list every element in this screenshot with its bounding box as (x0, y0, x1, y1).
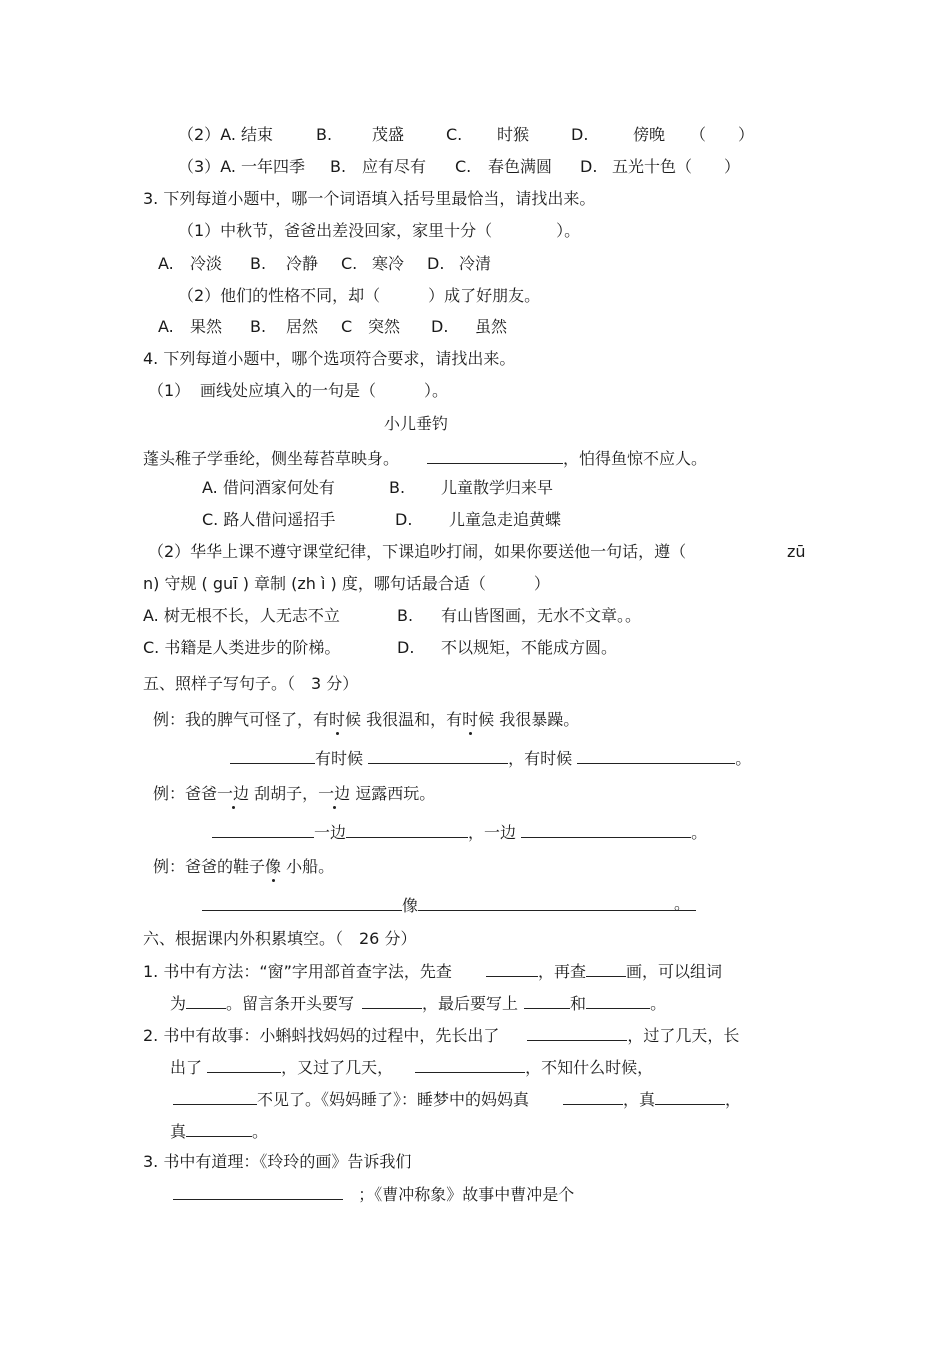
example2-part-c: 逗露西玩。 (355, 784, 436, 803)
q2-2-option-d-text: 傍晚 (633, 125, 666, 144)
s6-q1-line2 (170, 991, 666, 1013)
q4-opt-a: A. 借问酒家何处有 (202, 478, 335, 497)
q2-3-number: （3） (178, 157, 221, 176)
example3-keyword: 像 (265, 857, 282, 876)
s6-q2-text-c: 出了 (170, 1058, 203, 1077)
q3-sub1-d-letter: D. (427, 254, 445, 273)
q3-sub1-b-text: 冷静 (286, 254, 319, 273)
q4-ans-d-letter: D. (397, 638, 415, 657)
s6-q1-line1 (143, 959, 722, 981)
s6-q1-text-c: 画，可以组词 (625, 962, 722, 981)
q4-opt-c: C. 路人借问遥招手 (202, 510, 336, 529)
fill2-blank-2[interactable] (346, 820, 468, 838)
s6-q2-line1 (143, 1023, 739, 1045)
section5-example1 (153, 709, 579, 731)
q4-opt-b-text: 儿童散学归来早 (441, 478, 554, 497)
q4-ans-b-letter: B. (397, 606, 414, 625)
q4-sub1-number: （1） (148, 381, 191, 400)
example3-part-a: 爸爸的鞋子 (185, 857, 266, 876)
poem-title: 小儿垂钓 (384, 414, 449, 433)
poem-blank[interactable] (427, 446, 563, 464)
s6-q3-line1: 3. 书中有道理：《玲玲的画》告诉我们 (143, 1152, 412, 1171)
q4-opt-d-text: 儿童急走追黄蝶 (449, 510, 562, 529)
s6-q2-blank-2[interactable] (207, 1055, 281, 1073)
q2-3-option-b-letter: B. (330, 157, 347, 176)
fill1-blank-3[interactable] (577, 746, 735, 764)
s6-q2-text-f: 不见了。《妈妈睡了》：睡梦中的妈妈真 (257, 1090, 530, 1109)
q3-sub2-c-letter: C (341, 317, 353, 336)
q2-2-option-a: A. 结束 (220, 125, 274, 144)
s6-q1-text-g: 和 (570, 994, 587, 1013)
example1-part-a: 我的脾气可怪了， (185, 710, 314, 729)
s6-q1-text-d: 为 (170, 994, 187, 1013)
q2-2-option-b-letter: B. (316, 125, 333, 144)
s6-q3-text-b: ；《曹冲称象》故事中曹冲是个 (358, 1185, 575, 1204)
s6-q2-blank-1[interactable] (527, 1023, 627, 1041)
s6-q1-blank-end-2[interactable] (586, 991, 650, 1009)
q4-opt-b-letter: B. (389, 478, 406, 497)
q3-sub2-a-text: 果然 (190, 317, 223, 336)
fill1-end: 。 (735, 749, 752, 768)
q4-ans-b-text: 有山皆图画，无水不文章。。 (441, 606, 642, 625)
q3-sub1-c-text: 寒冷 (372, 254, 405, 273)
q2-3-option-c-text: 春色满圆 (488, 157, 553, 176)
section5-fill3 (202, 893, 696, 915)
q3-title: 3. 下列每道小题中，哪一个词语填入括号里最恰当，请找出来。 (143, 189, 596, 208)
s6-q2-line3 (173, 1087, 741, 1109)
example2-keyword-2: 一边 (318, 784, 351, 803)
q3-sub2: （2）他们的性格不同，却（ ）成了好朋友。 (178, 286, 541, 305)
section5-example2 (153, 783, 435, 805)
q4-ans-a: A. 树无根不长，人无志不立 (143, 606, 340, 625)
s6-q2-text-e: ，不知什么时候， (525, 1058, 654, 1077)
fill3-blank-1[interactable] (202, 893, 402, 911)
example3-label: 例： (153, 857, 186, 876)
q2-2-option-c-letter: C. (446, 125, 463, 144)
fill3-end: 。 (674, 894, 691, 913)
s6-q2-text-a: 2. 书中有故事：小蝌蚪找妈妈的过程中，先长出了 (143, 1026, 500, 1045)
q3-sub2-d-text: 虽然 (475, 317, 508, 336)
s6-q2-text-d: ，又过了几天， (281, 1058, 394, 1077)
s6-q3-blank-1[interactable] (173, 1182, 343, 1200)
s6-q1-text-a: 1. 书中有方法：“窗”字用部首查字法，先查 (143, 962, 452, 981)
example1-part-b: 我很温和， (366, 710, 447, 729)
example2-part-a: 爸爸 (185, 784, 218, 803)
q2-3-option-d-text: 五光十色（ ） (612, 157, 741, 176)
fill2-end: 。 (691, 823, 708, 842)
example1-part-c: 我很暴躁。 (499, 710, 580, 729)
example3-part-b: 小船。 (286, 857, 335, 876)
fill1-mid-2: ，有时候 (508, 749, 573, 768)
q4-opt-d-letter: D. (395, 510, 413, 529)
q2-2-option-b-text: 茂盛 (372, 125, 405, 144)
fill1-blank-1[interactable] (230, 746, 315, 764)
s6-q1-text-b: ，再查 (537, 962, 586, 981)
q3-sub1-b-letter: B. (250, 254, 267, 273)
fill2-mid-1: 一边 (314, 823, 347, 842)
s6-q1-blank-strokes[interactable] (586, 959, 626, 977)
q2-2-answer-paren: （ ） (690, 125, 755, 144)
s6-q2-text-j: 。 (252, 1122, 269, 1141)
s6-q2-text-b: ，过了几天，长 (627, 1026, 740, 1045)
q2-2-row (178, 124, 273, 146)
s6-q2-blank-3[interactable] (415, 1055, 525, 1073)
q3-sub1-a-letter: A. (158, 254, 174, 273)
q3-sub2-a-letter: A. (158, 317, 174, 336)
fill2-blank-1[interactable] (212, 820, 314, 838)
q4-sub2-pinyin: zū (787, 542, 806, 561)
s6-q2-blank-5[interactable] (563, 1087, 623, 1105)
q2-2-number: （2） (178, 125, 221, 144)
section5-fill1 (230, 746, 751, 768)
q3-sub2-c-text: 突然 (368, 317, 401, 336)
q2-3-option-b-text: 应有尽有 (362, 157, 427, 176)
example2-label: 例： (153, 784, 186, 803)
s6-q1-blank-end-1[interactable] (524, 991, 570, 1009)
fill3-mid: 像 (402, 896, 419, 915)
q4-title: 4. 下列每道小题中，哪个选项符合要求，请找出来。 (143, 349, 516, 368)
s6-q3-line2 (173, 1182, 574, 1204)
s6-q1-text-f: ，最后要写上 (422, 994, 519, 1013)
q4-sub1-text: 画线处应填入的一句是（ ）。 (200, 381, 449, 400)
fill1-blank-2[interactable] (368, 746, 508, 764)
q4-ans-d-text: 不以规矩，不能成方圆。 (441, 638, 618, 657)
section5-title: 五、照样子写句子。（ 3 分） (143, 674, 359, 693)
example1-keyword-1: 有时候 (313, 710, 362, 729)
q3-sub1-d-text: 冷清 (459, 254, 492, 273)
fill3-blank-2[interactable] (418, 893, 696, 911)
example1-keyword-2: 有时候 (446, 710, 495, 729)
fill2-mid-2: ，一边 (468, 823, 517, 842)
q3-sub1-c-letter: C. (341, 254, 358, 273)
s6-q2-blank-4[interactable] (173, 1087, 257, 1105)
q3-sub1-a-text: 冷淡 (190, 254, 223, 273)
s6-q1-text-e: 。留言条开头要写 (226, 994, 355, 1013)
q3-sub1: （1）中秋节，爸爸出差没回家，家里十分（ ）。 (178, 221, 581, 240)
poem-line (143, 446, 707, 468)
s6-q1-text-h: 。 (650, 994, 667, 1013)
q2-2-option-d-letter: D. (571, 125, 589, 144)
q2-3-row (178, 156, 305, 178)
q3-sub2-b-text: 居然 (286, 317, 319, 336)
s6-q1-blank-radical[interactable] (486, 959, 538, 977)
q2-3-option-a: A. 一年四季 (220, 157, 306, 176)
q2-2-option-c-text: 时猴 (497, 125, 530, 144)
example1-label: 例： (153, 710, 186, 729)
s6-q1-blank-opening[interactable] (362, 991, 422, 1009)
s6-q2-text-i: 真 (170, 1122, 187, 1141)
s6-q2-text-h: ， (725, 1090, 742, 1109)
section5-fill2 (212, 820, 707, 842)
s6-q2-blank-6[interactable] (655, 1087, 725, 1105)
s6-q2-blank-7[interactable] (186, 1119, 252, 1137)
q3-sub2-d-letter: D. (431, 317, 449, 336)
example2-keyword-1: 一边 (217, 784, 250, 803)
s6-q2-line2 (170, 1055, 653, 1077)
fill1-mid-1: 有时候 (315, 749, 364, 768)
q4-ans-c: C. 书籍是人类进步的阶梯。 (143, 638, 341, 657)
s6-q1-blank-word[interactable] (186, 991, 226, 1009)
q2-3-option-c-letter: C. (455, 157, 472, 176)
poem-line-first: 蓬头稚子学垂纶，侧坐莓苔草映身。 (143, 449, 400, 468)
example2-part-b: 刮胡子， (254, 784, 319, 803)
section5-example3 (153, 856, 334, 878)
q4-sub2-line1: （2）华华上课不遵守课堂纪律，下课追吵打闹，如果你要送他一句话，遵（ (148, 542, 687, 561)
q4-sub2-line2: n) 守规 ( guī ) 章制 (zh ì ) 度，哪句话最合适（ ） (143, 574, 550, 593)
s6-q2-line4 (170, 1119, 268, 1141)
fill2-blank-3[interactable] (521, 820, 691, 838)
s6-q2-text-g: ，真 (623, 1090, 656, 1109)
q2-3-option-d-letter: D. (580, 157, 598, 176)
section6-title: 六、根据课内外积累填空。（ 26 分） (143, 929, 417, 948)
poem-line-second: ，怕得鱼惊不应人。 (563, 449, 708, 468)
q3-sub2-b-letter: B. (250, 317, 267, 336)
